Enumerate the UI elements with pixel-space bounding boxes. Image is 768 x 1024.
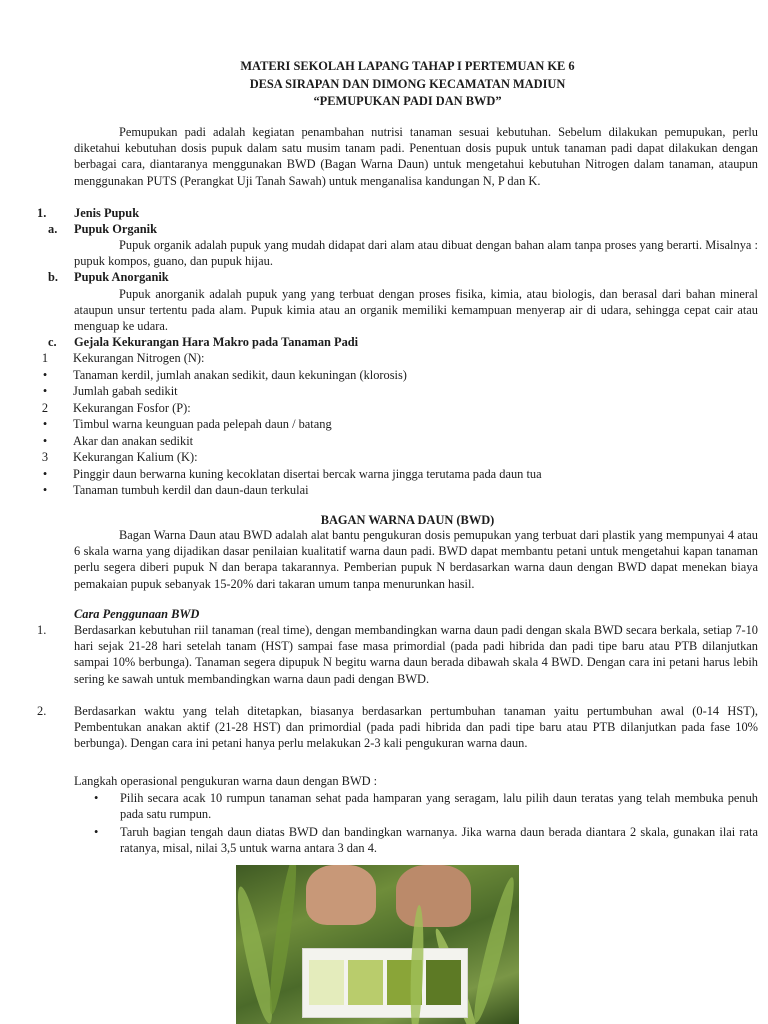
symptom-marker: • (42, 466, 48, 481)
section-b-title: Pupuk Anorganik (74, 270, 169, 284)
symptom-text: Jumlah gabah sedikit (73, 384, 178, 398)
left-hand (306, 865, 376, 925)
bwd-color-chart (302, 948, 468, 1018)
symptom-text: Kekurangan Nitrogen (N): (73, 351, 205, 365)
symptom-text: Tanaman kerdil, jumlah anakan sedikit, daun kekuningan (klorosis) (73, 367, 407, 382)
cara-heading: Cara Penggunaan BWD (74, 607, 200, 621)
step-bullet (94, 824, 98, 840)
symptom-marker: • (42, 433, 48, 448)
section-1-title: Jenis Pupuk (74, 206, 140, 220)
symptom-marker: 2 (41, 400, 49, 415)
section-c-title: Gejala Kekurangan Hara Makro pada Tanaman Padi (74, 335, 359, 349)
cara-2-text: Berdasarkan waktu yang telah ditetapkan, biasanya berdasarkan pertumbuhan tanaman yaitu pertumbuhan awal (0-14 HST), Pembentukan anakan aktif (21-28 HST) dan primordial (pada padi hibrida dan padi tipe baru atau PTB dilanjutkan pada fase 10% berbunga). Dengan cara ini petani hanya perlu melakukan 2-3 kali pengukuran warna daun. (74, 704, 758, 751)
symptom-item (40, 383, 760, 400)
symptom-item (40, 400, 760, 417)
symptom-marker: • (42, 384, 48, 398)
section-c-letter: c. (48, 335, 57, 349)
bwd-swatch-2 (348, 960, 383, 1005)
symptom-text: Timbul warna keunguan pada pelepah daun / batang (73, 417, 332, 431)
intro-paragraph: Pemupukan padi adalah kegiatan penambahan nutrisi tanaman sesuai kebutuhan. Sebelum dilakukan pemupukan, perlu diketahui kebutuhan dosis pupuk dalam satu musim tanam padi. Penentuan dosis pupuk untuk tanaman padi dapat dilakukan dengan berbagai cara, diantaranya menggunakan BWD (Bagan Warna Daun) untuk mengetahui kebutuhan Nitrogen dalam tanaman, ataupun menggunakan PUTS (Perangkat Uji Tanah Sawah) untuk menganalisa kandungan N, P dan K. (74, 125, 758, 188)
langkah-intro: Langkah operasional pengukuran warna daun dengan BWD : (74, 774, 378, 788)
symptom-item (40, 433, 760, 450)
symptom-item (40, 350, 760, 367)
symptom-text: Kekurangan Kalium (K): (73, 450, 198, 464)
symptom-item (40, 466, 760, 483)
doc-title-line3: “PEMUPUKAN PADI DAN BWD” (313, 94, 502, 108)
symptom-marker: • (42, 367, 48, 382)
symptom-text: Tanaman tumbuh kerdil dan daun-daun terkulai (73, 483, 309, 497)
bwd-heading: BAGAN WARNA DAUN (BWD) (320, 513, 495, 527)
bwd-swatch-1 (309, 960, 344, 1005)
bwd-photo (236, 865, 519, 1024)
symptom-text: Pinggir daun berwarna kuning kecoklatan disertai bercak warna jingga terutama pada daun tua (73, 466, 542, 481)
symptom-item (40, 482, 760, 499)
bwd-swatch-4 (426, 960, 461, 1005)
bwd-paragraph: Bagan Warna Daun atau BWD adalah alat bantu pengukuran dosis pemupukan yang terbuat dari plastik yang mempunyai 4 atau 6 skala warna yang dijadikan dasar penilaian kualitatif warna daun padi. BWD dapat membantu petani untuk mengetahui kapan tanaman perlu segera diberi pupuk N dan berapa takarannya. Pemberian pupuk N berdasarkan warna daun dengan BWD dapat menekan biaya pemakaian pupuk sebanyak 15-20% dari takaran umum tanpa menurunkan hasil. (74, 528, 758, 591)
cara-1-number: 1. (37, 623, 47, 637)
symptom-marker: • (42, 483, 48, 497)
step-1-text: Pilih secara acak 10 rumpun tanaman sehat pada hamparan yang seragam, lalu pilih daun teratas yang telah membuka penuh pada satu rumpun. (120, 791, 758, 822)
cara-2-number: 2. (37, 704, 47, 718)
section-a-text: Pupuk organik adalah pupuk yang mudah didapat dari alam atau dibuat dengan bahan alam tanpa proses yang berarti. Misalnya : pupuk kompos, guano, dan pupuk hijau. (74, 238, 758, 269)
step-bullet (94, 790, 98, 806)
cara-1-text: Berdasarkan kebutuhan riil tanaman (real time), dengan membandingkan warna daun padi dengan skala BWD secara berkala, setiap 7-10 hari sejak 21-28 hari setelah tanam (HST) sampai fase masa primordial (pada padi hibrida dan padi tipe baru atau PTB dilanjutkan sampai 10% berbunga). Tanaman segera dipupuk N begitu warna daun berada dibawah skala 4 BWD. Dengan cara ini petani harus lebih sering ke sawah untuk membandingkan warna daun padi dengan BWD. (74, 623, 758, 686)
symptom-marker: 3 (41, 450, 49, 464)
step-2-text: Taruh bagian tengah daun diatas BWD dan bandingkan warnanya. Jika warna daun berada diantara 2 skala, gunakan ilai rata ratanya, misal, nilai 3,5 untuk warna antara 3 dan 4. (120, 825, 758, 856)
symptom-item (40, 367, 760, 384)
symptom-marker: • (42, 417, 48, 431)
symptom-marker: 1 (41, 351, 49, 365)
symptom-text: Kekurangan Fosfor (P): (73, 400, 191, 415)
section-a-title: Pupuk Organik (74, 222, 157, 236)
section-b-letter: b. (48, 270, 58, 284)
symptom-item (40, 416, 760, 433)
symptom-item (40, 449, 760, 466)
symptom-list (40, 350, 760, 499)
doc-title-line2: DESA SIRAPAN DAN DIMONG KECAMATAN MADIUN (249, 77, 566, 91)
doc-title-line1: MATERI SEKOLAH LAPANG TAHAP I PERTEMUAN KE 6 (240, 59, 575, 73)
right-hand (396, 865, 471, 927)
symptom-text: Akar dan anakan sedikit (73, 433, 194, 448)
section-1-number: 1. (37, 206, 47, 220)
section-b-text: Pupuk anorganik adalah pupuk yang yang terbuat dengan proses fisika, kimia, atau biologis, dan berasal dari bahan mineral ataupun unsur tertentu pada alam. Pupuk kimia atau an organik memiliki kemampuan menyerap air di udara, sehingga cepat cair atau menguap ke udara. (74, 287, 758, 334)
section-a-letter: a. (48, 222, 58, 236)
